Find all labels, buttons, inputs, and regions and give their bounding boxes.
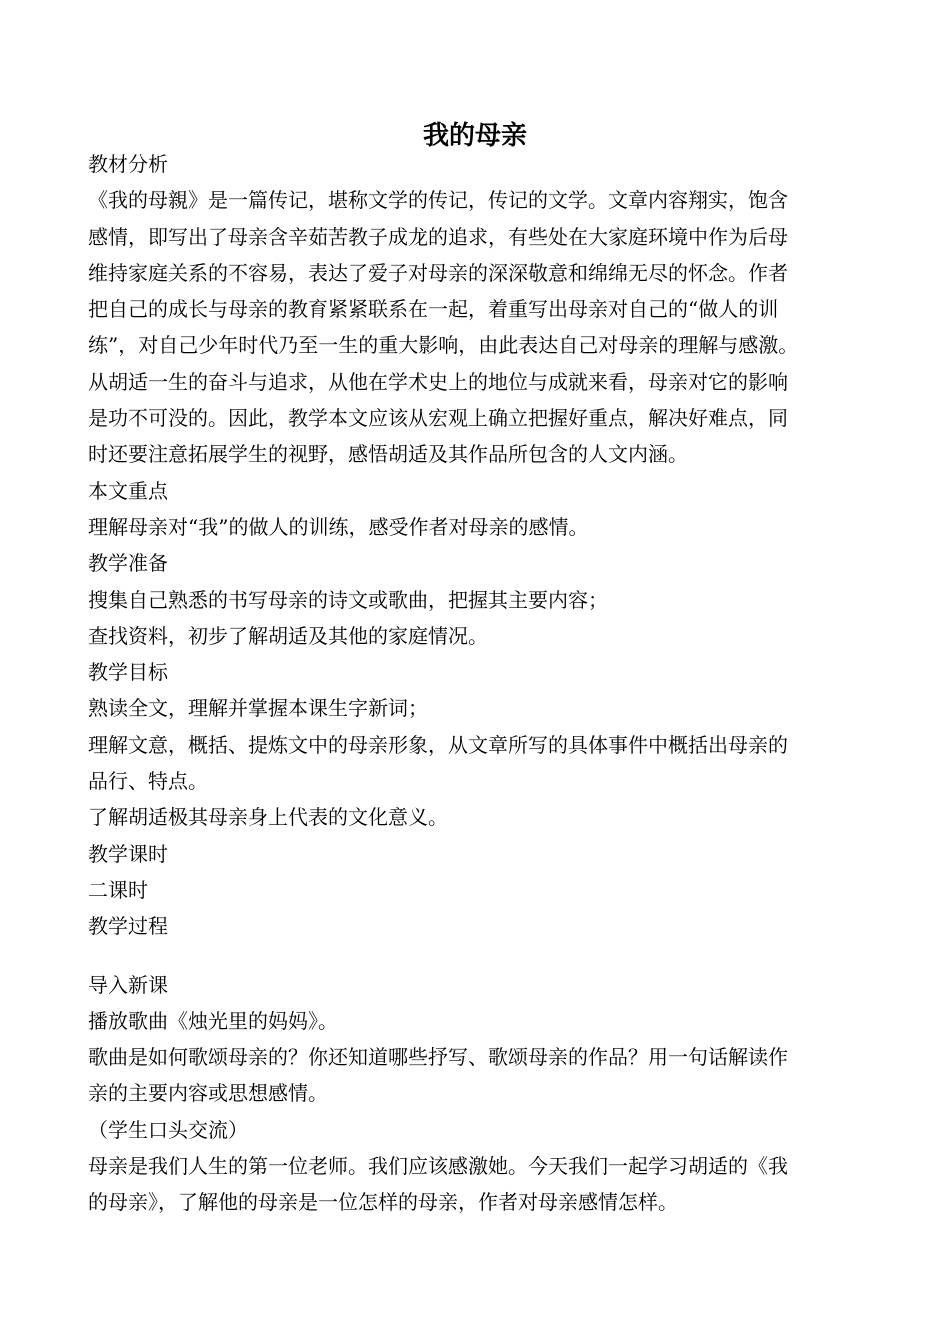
text-line: 是功不可没的。因此，教学本文应该从宏观上确立把握好重点，解决好难点，同	[88, 406, 788, 431]
text-line: 时还要注意拓展学生的视野，感悟胡适及其作品所包含的人文内涵。	[88, 442, 688, 467]
text-line: 的母亲》，了解他的母亲是一位怎样的母亲，作者对母亲感情怎样。	[88, 1190, 678, 1215]
text-line: 练”，对自己少年时代乃至一生的重大影响，由此表达自己对母亲的理解与感激。	[88, 333, 799, 358]
heading-objectives: 教学目标	[88, 660, 168, 685]
heading-preparation: 教学准备	[88, 551, 168, 576]
document-title: 我的母亲	[422, 121, 527, 151]
text-line: （学生口头交流）	[88, 1117, 248, 1142]
text-line: 母亲是我们人生的第一位老师。我们应该感激她。今天我们一起学习胡适的《我	[88, 1154, 788, 1179]
text-line: 二课时	[88, 877, 148, 902]
paragraph-spacer	[88, 945, 878, 967]
text-line: 感情，即写出了母亲含辛茹苦教子成龙的追求，有些处在大家庭环境中作为后母	[88, 224, 788, 249]
text-line: 熟读全文，理解并掌握本课生字新词；	[88, 696, 428, 721]
text-line: 品行、特点。	[88, 769, 208, 794]
text-line: 《我的母親》是一篇传记，堪称文学的传记，传记的文学。文章内容翔实，饱含	[88, 188, 788, 213]
text-line: 查找资料，初步了解胡适及其他的家庭情况。	[88, 623, 488, 648]
heading-teaching-process: 教学过程	[88, 914, 168, 939]
text-line: 播放歌曲《烛光里的妈妈》。	[88, 1008, 338, 1033]
heading-material-analysis: 教材分析	[88, 152, 168, 176]
text-line: 理解文意，概括、提炼文中的母亲形象，从文章所写的具体事件中概括出母亲的	[88, 732, 788, 757]
document-body	[88, 146, 878, 1221]
text-line: 理解母亲对“我”的做人的训练，感受作者对母亲的感情。	[88, 514, 589, 539]
text-line: 维持家庭关系的不容易，表达了爱子对母亲的深深敬意和绵绵无尽的怀念。作者	[88, 260, 788, 285]
text-line: 了解胡适极其母亲身上代表的文化意义。	[88, 805, 448, 830]
text-line: 搜集自己熟悉的书写母亲的诗文或歌曲，把握其主要内容；	[88, 587, 608, 612]
heading-key-points: 本文重点	[88, 478, 168, 503]
text-line: 歌曲是如何歌颂母亲的？你还知道哪些抒写、歌颂母亲的作品？用一句话解读作	[88, 1045, 788, 1070]
heading-introduction: 导入新课	[88, 972, 168, 997]
text-line: 从胡适一生的奋斗与追求，从他在学术史上的地位与成就来看，母亲对它的影响	[88, 369, 788, 394]
text-line: 亲的主要内容或思想感情。	[88, 1081, 328, 1106]
text-line: 把自己的成长与母亲的教育紧紧联系在一起，着重写出母亲对自己的“做人的训	[88, 297, 779, 322]
heading-class-hours: 教学课时	[88, 841, 168, 866]
